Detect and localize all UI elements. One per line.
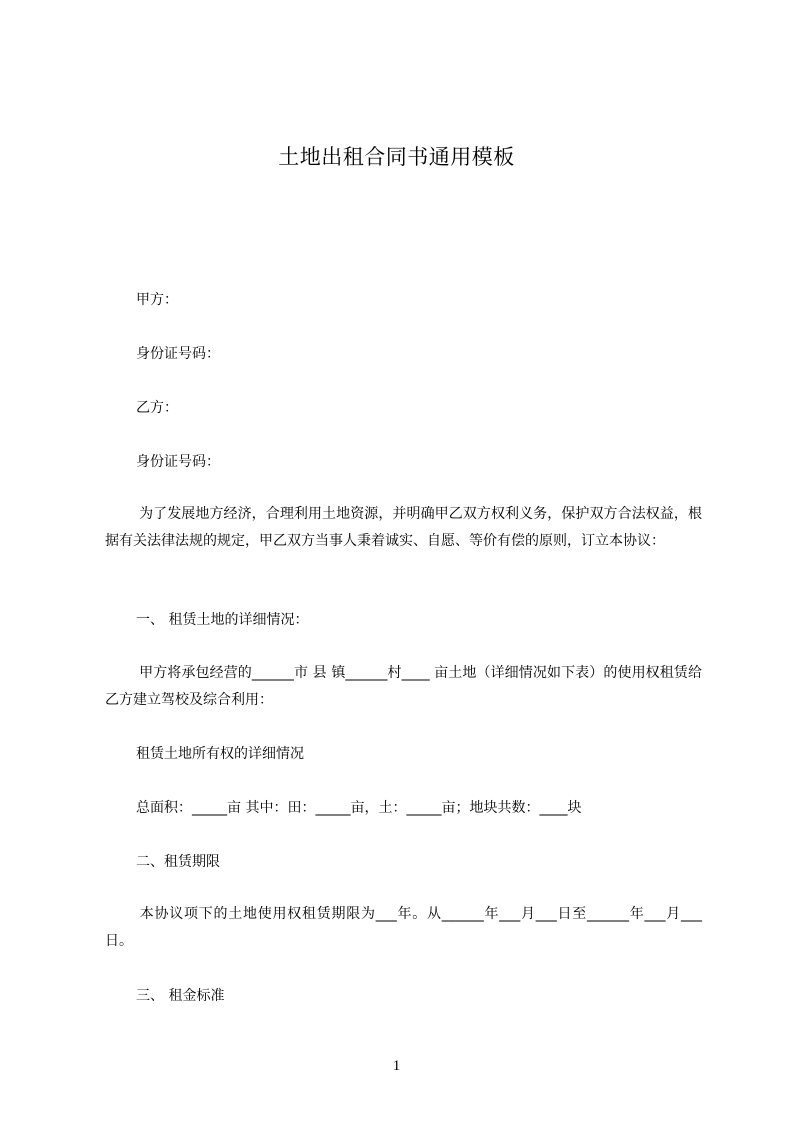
section-2-paragraph (105, 901, 702, 955)
party-b-id-label: 身份证号码： (136, 454, 220, 470)
preamble-paragraph (105, 501, 702, 555)
party-a-id-label: 身份证号码： (136, 346, 220, 362)
section-1-text: 甲方将承包经营的______市 县 镇______村____ 亩土地（详细情况如下表）的使用权租赁给乙方建立驾校及综合利用： (105, 665, 702, 708)
area-summary-line: 总面积：_____亩 其中：田：_____亩，土：_____亩；地块共数：____块 (136, 800, 582, 816)
party-a-label: 甲方： (136, 292, 178, 308)
section-1-subheading: 租赁土地所有权的详细情况 (136, 746, 304, 762)
section-2-heading: 二、租赁期限 (136, 854, 220, 870)
party-b-label: 乙方： (136, 400, 178, 416)
section-3-heading: 三、 租金标准 (136, 988, 225, 1004)
section-2-text: 本协议项下的土地使用权租赁期限为___年。从______年___月___日至______年___月___ 日。 (105, 906, 702, 949)
section-1-heading: 一、 租赁土地的详细情况： (136, 612, 309, 628)
page-number: 1 (392, 1058, 401, 1074)
document-title: 土地出租合同书通用模板 (278, 145, 515, 169)
section-1-paragraph (105, 660, 702, 714)
preamble-text: 为了发展地方经济，合理利用土地资源，并明确甲乙双方权利义务，保护双方合法权益，根据有关法律法规的规定，甲乙双方当事人秉着诚实、自愿、等价有偿的原则，订立本协议： (105, 506, 702, 549)
